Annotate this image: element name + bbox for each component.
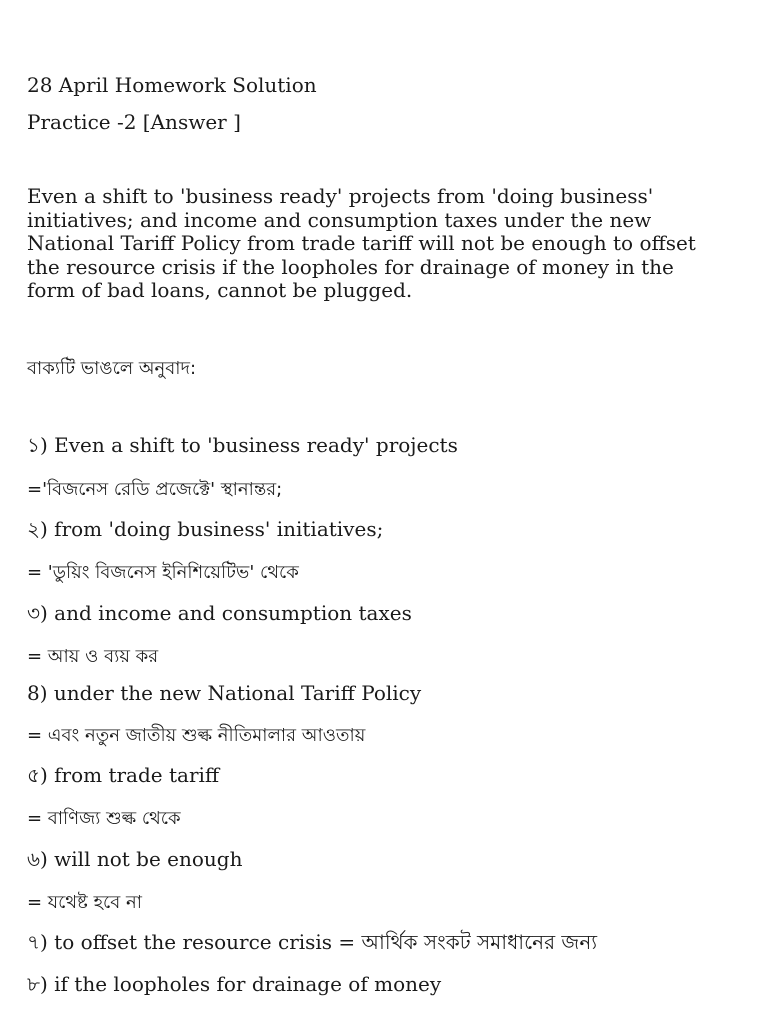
item-4-english: 8) under the new National Tariff Policy — [27, 681, 422, 705]
item-3-bangla: = আয় ও ব্যয় কর — [27, 646, 159, 667]
item-1-bangla: ='বিজনেস রেডি প্রজেক্টে' স্থানান্তর; — [27, 479, 283, 500]
item-5-english: ৫) from trade tariff — [27, 763, 220, 787]
practice-subtitle: Practice -2 [Answer ] — [27, 110, 241, 134]
breakdown-heading: বাক্যটি ভাঙলে অনুবাদ: — [27, 358, 197, 379]
item-6-english: ৬) will not be enough — [27, 847, 243, 871]
item-3-english: ৩) and income and consumption taxes — [27, 601, 412, 625]
item-8-english: ৮) if the loopholes for drainage of money — [27, 972, 442, 996]
page-title: 28 April Homework Solution — [27, 73, 317, 97]
item-5-bangla: = বাণিজ্য শুল্ক থেকে — [27, 808, 181, 829]
item-2-english: ২) from 'doing business' initiatives; — [27, 517, 384, 541]
item-2-bangla: = 'ডুয়িং বিজনেস ইনিশিয়েটিভ' থেকে — [27, 562, 299, 583]
english-paragraph: Even a shift to 'business ready' projects from 'doing business' initiatives; and income and consumption taxes under the new National Tariff Policy from trade tariff will not be enough to offset the resource crisis if the loopholes for drainage of money in the form of bad loans, cannot be plugged. — [27, 184, 696, 302]
item-4-bangla: = এবং নতুন জাতীয় শুল্ক নীতিমালার আওতায় — [27, 725, 366, 746]
item-1-english: ১) Even a shift to 'business ready' projects — [27, 433, 458, 457]
item-6-bangla: = যথেষ্ট হবে না — [27, 892, 142, 913]
item-7-english: ৭) to offset the resource crisis = আর্থিক সংকট সমাধানের জন্য — [27, 930, 598, 954]
